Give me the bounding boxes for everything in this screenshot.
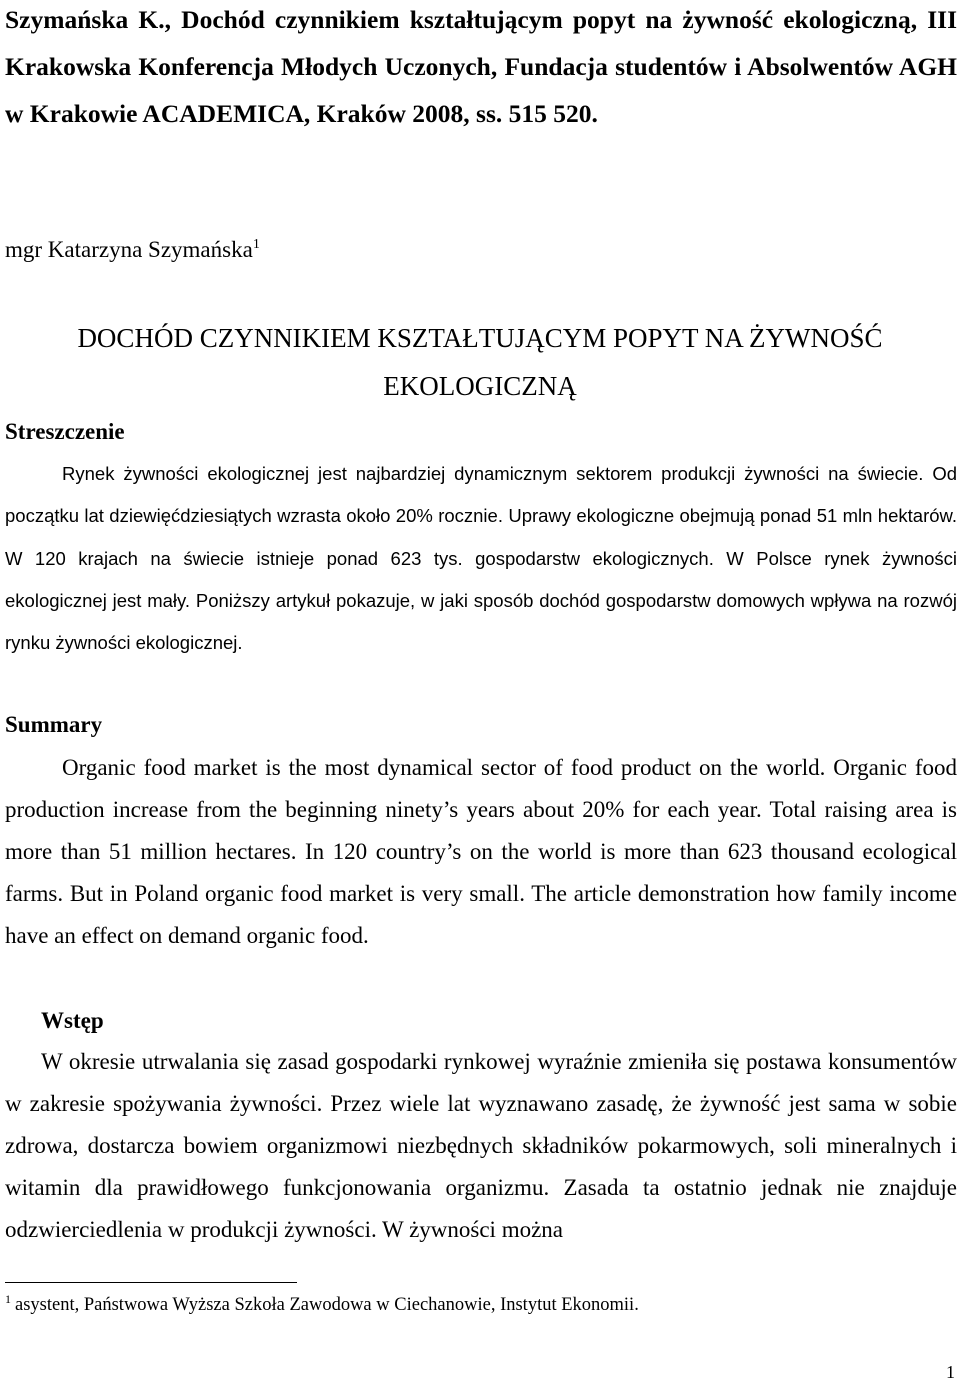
page-number: 1 — [946, 1362, 955, 1382]
author-name: mgr Katarzyna Szymańska — [5, 237, 253, 262]
author-footnote-ref: 1 — [252, 237, 260, 252]
abstract-en-text: Organic food market is the most dynamical sector of food product on the world. Organic food production increase from the beginning ninety’s years about 20% for each year. Total raising area is more than 51 million hectares. In 120 country’s on the world is more than 623 thousand ecological farms. But in Poland organic food market is very small. The article demonstration how family income have an effect on demand organic food. — [5, 755, 957, 948]
footnote — [5, 1290, 639, 1320]
paper-title-line-2: EKOLOGICZNĄ — [383, 371, 577, 401]
paper-title — [0, 314, 960, 410]
footnote-separator — [5, 1282, 297, 1283]
paper-title-line-1: DOCHÓD CZYNNIKIEM KSZTAŁTUJĄCYM POPYT NA ŻYWNOŚĆ — [77, 323, 883, 353]
abstract-pl-text: Rynek żywności ekologicznej jest najbardziej dynamicznym sektorem produkcji żywności na świecie. Od początku lat dziewięćdziesiątych wzrasta około 20% rocznie. Uprawy ekologiczne obejmują ponad 51 mln hektarów. W 120 krajach na świecie istnieje ponad 623 tys. gospodarstw ekologicznych. W Polsce rynek żywności ekologicznej jest mały. Poniższy artykuł pokazuje, w jaki sposób dochód gospodarstw domowych wpływa na rozwój rynku żywności ekologicznej. — [5, 463, 957, 654]
intro-text: W okresie utrwalania się zasad gospodarki rynkowej wyraźnie zmieniła się postawa konsumentów w zakresie spożywania żywności. Przez wiele lat wyznawano zasadę, że żywność jest sama w sobie zdrowa, dostarcza bowiem organizmowi niezbędnych składników pokarmowych, soli mineralnych i witamin dla prawidłowego funkcjonowania organizmu. Zasada ta ostatnio jednak nie znajduje odzwierciedlenia w produkcji żywności. W żywności można — [5, 1049, 957, 1242]
citation: Szymańska K., Dochód czynnikiem kształtującym popyt na żywność ekologiczną, III Krakowska Konferencja Młodych Uczonych, Fundacja studentów i Absolwentów AGH w Krakowie ACADEMICA, Kraków 2008, ss. 515 520. — [5, 5, 957, 128]
footnote-text: asystent, Państwowa Wyższa Szkoła Zawodowa w Ciechanowie, Instytut Ekonomii. — [15, 1295, 639, 1315]
abstract-en-heading: Summary — [5, 712, 103, 737]
footnote-marker: 1 — [5, 1292, 11, 1306]
author-line — [5, 230, 260, 270]
abstract-pl-heading: Streszczenie — [5, 419, 125, 444]
intro-heading: Wstęp — [41, 1008, 104, 1033]
